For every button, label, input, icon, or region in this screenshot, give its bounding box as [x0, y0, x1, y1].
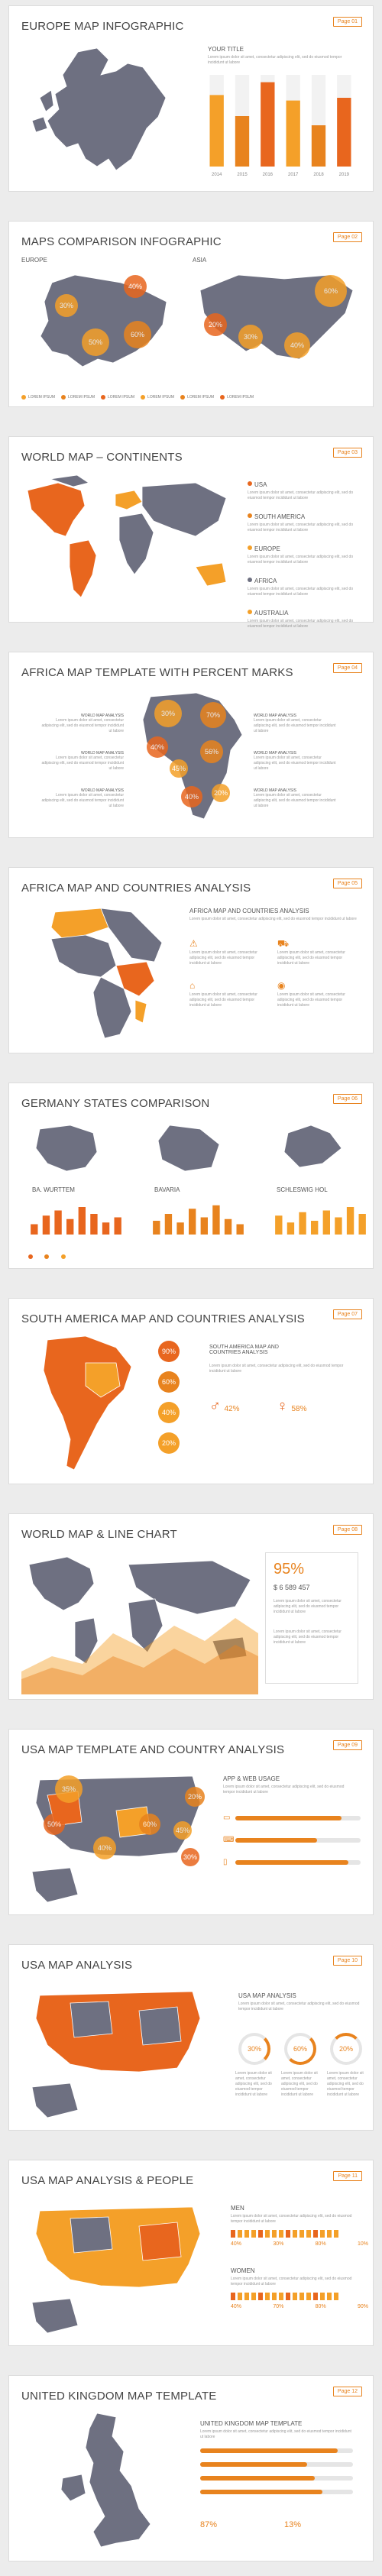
bar — [347, 1207, 354, 1235]
person-icon — [334, 2230, 338, 2238]
slide-title: AFRICA MAP AND COUNTRIES ANALYSIS — [21, 882, 251, 895]
person-icon — [313, 2293, 318, 2300]
page-tag: Page 02 — [333, 232, 362, 242]
slide-africa-countries — [9, 868, 373, 1053]
panel-title: UNITED KINGDOM MAP TEMPLATE — [200, 2420, 303, 2427]
bubble: 40% — [284, 332, 310, 358]
legend-item: LOREM IPSUM — [180, 395, 214, 400]
percent-ring: 20% — [330, 2033, 362, 2065]
bar — [102, 1222, 109, 1235]
bubble: 45% — [173, 1821, 192, 1840]
stat-a: 87% — [200, 2520, 218, 2529]
person-icon — [306, 2230, 311, 2238]
bar — [31, 1225, 37, 1235]
page-tag: Page 01 — [333, 17, 362, 27]
slide-title: AFRICA MAP TEMPLATE WITH PERCENT MARKS — [21, 666, 293, 679]
panel-title: USA MAP ANALYSIS — [238, 1992, 296, 1999]
legend — [21, 388, 365, 402]
person-icon — [258, 2230, 263, 2238]
bubble: 56% — [200, 740, 223, 763]
person-icon — [286, 2293, 290, 2300]
continents-list — [248, 477, 362, 629]
bar — [323, 1211, 330, 1235]
men-label: MEN — [231, 2205, 244, 2212]
legend-item: LOREM IPSUM — [141, 395, 174, 400]
legend-item: LOREM IPSUM — [61, 395, 95, 400]
laptop-icon: ⌨ — [223, 1836, 235, 1844]
usage-row — [223, 1814, 361, 1822]
africa-map — [40, 905, 177, 1046]
bubble: 60% — [124, 321, 151, 348]
grid-item: ⌂ Lorem ipsum dolor sit amet, consectetur adipiscing elit, sed do eiusmod tempor incididunt ut labore — [189, 980, 257, 1008]
bar — [337, 98, 351, 167]
person-icon — [320, 2230, 325, 2238]
page-tag: Page 11 — [333, 2171, 362, 2181]
slide-usa-country-analysis — [9, 1730, 373, 1914]
slide-world-continents — [9, 437, 373, 629]
bubble: 45% — [170, 759, 188, 778]
legend-item: LOREM IPSUM — [220, 395, 254, 400]
male-stat: ♂ 42% — [209, 1398, 240, 1415]
women-label: WOMEN — [231, 2267, 255, 2274]
bubble: 40% — [181, 786, 202, 807]
legend-dot — [180, 395, 185, 400]
bubble: 30% — [55, 294, 78, 317]
person-icon — [293, 2230, 297, 2238]
europe-map — [21, 267, 182, 374]
bubble: 50% — [44, 1814, 65, 1835]
usage-bars — [223, 1814, 361, 1866]
state-label: BAVARIA — [154, 1186, 180, 1193]
bubble: 40% — [124, 275, 147, 298]
south-america-map — [32, 1332, 139, 1477]
person-icon — [286, 2230, 290, 2238]
person-icon — [231, 2230, 235, 2238]
page-tag: Page 10 — [333, 1956, 362, 1966]
list-item: EUROPE Lorem ipsum dolor sit amet, consectetur adipiscing elit, sed do eiusmod tempor incididunt ut labore — [248, 545, 354, 565]
person-icon — [272, 2293, 277, 2300]
person-icon — [265, 2230, 270, 2238]
usage-row — [223, 1858, 361, 1866]
slide-title: UNITED KINGDOM MAP TEMPLATE — [21, 2390, 217, 2403]
bar — [311, 1221, 318, 1235]
page-tag: Page 05 — [333, 879, 362, 888]
page-tag: Page 09 — [333, 1740, 362, 1750]
legend-item: LOREM IPSUM — [21, 395, 55, 400]
person-icon — [306, 2293, 311, 2300]
slide-usa-analysis: USA MAP ANALYSIS Page 10 USA MAP ANALYSIS Lorem ipsum dolor sit amet, consectetur adipiscing elit, sed do eiusmod tempor incididunt ut labore 30% 60% 20% Lorem ipsum dolor sit amet, consectetur adipiscing elit, sed do eiusmod tempor incididunt ut labore Lorem ipsum dolor sit amet, consectetur adipiscing elit, sed do eiusmod tempor incididunt ut labore Lorem ipsum dolor sit amet, consectetur adipiscing elit, sed do eiusmod tempor incididunt ut labore — [9, 1945, 373, 2130]
legend-dot — [21, 395, 26, 400]
panel-title: APP & WEB USAGE — [223, 1775, 280, 1782]
slide-usa-people: USA MAP ANALYSIS & PEOPLE Page 11 MEN Lorem ipsum dolor sit amet, consectetur adipiscing elit, sed do eiusmod tempor incididunt ut labore 40% 30% 80% 10% WOMEN Lorem ipsum dolor sit amet, consectetur adipiscing elit, sed do eiusmod tempor incididunt ut labore 40% 70% 80% 90% — [9, 2160, 373, 2345]
person-icon — [238, 2230, 242, 2238]
person-icon — [244, 2293, 249, 2300]
bar — [312, 125, 325, 167]
page-tag: Page 08 — [333, 1525, 362, 1535]
europe-map — [24, 44, 177, 182]
state-label: BA. WURTTEM — [32, 1186, 75, 1193]
slide-title: EUROPE MAP INFOGRAPHIC — [21, 20, 184, 33]
left-labels: WORLD MAP ANALYSIS Lorem ipsum dolor sit amet, consectetur adipiscing elit, sed do eiusmod tempor incididunt ut labore WORLD MAP ANALYSIS Lorem ipsum dolor sit amet, consectetur adipiscing elit, sed do eiusmod tempor incididunt ut labore WORLD MAP ANALYSIS Lorem ipsum dolor sit amet, consectetur adipiscing elit, sed do eiusmod tempor incididunt ut labore — [41, 714, 124, 808]
usa-map — [24, 1980, 208, 2125]
person-icon — [251, 2293, 256, 2300]
page-tag: Page 03 — [333, 448, 362, 458]
bar — [66, 1219, 73, 1235]
slide-africa-percent — [9, 652, 373, 837]
person-icon — [272, 2230, 277, 2238]
bar — [212, 1205, 219, 1235]
percent-circle: 60% — [158, 1371, 180, 1393]
bubble: 40% — [93, 1837, 116, 1859]
desktop-icon: ▭ — [223, 1814, 231, 1822]
grid-item: ◉ Lorem ipsum dolor sit amet, consectetur adipiscing elit, sed do eiusmod tempor incididunt ut labore — [277, 980, 345, 1008]
state-map — [277, 1121, 345, 1175]
left-map-label: EUROPE — [21, 257, 47, 264]
panel-text: Lorem ipsum dolor sit amet, consectetur adipiscing elit, sed do eiusmod tempor incididunt ut labore — [223, 1785, 345, 1794]
bubble: 30% — [154, 700, 182, 727]
percent-circle: 90% — [158, 1341, 180, 1362]
slide-title: WORLD MAP & LINE CHART — [21, 1528, 177, 1541]
slide-world-line-chart — [9, 1514, 373, 1699]
slide-title: GERMANY STATES COMPARISON — [21, 1097, 210, 1110]
panel-text: Lorem ipsum dolor sit amet, consectetur adipiscing elit, sed do eiusmod tempor incididunt ut labore — [238, 2002, 360, 2011]
bar — [189, 1209, 196, 1235]
person-icon — [313, 2230, 318, 2238]
world-map — [21, 1549, 258, 1694]
bar-chart — [273, 1198, 368, 1236]
list-item: SOUTH AMERICA Lorem ipsum dolor sit amet, consectetur adipiscing elit, sed do eiusmod tempor incididunt ut labore — [248, 513, 354, 532]
big-percent: 95% — [274, 1561, 305, 1578]
male-icon: ♂ — [209, 1398, 221, 1415]
state-map — [32, 1121, 101, 1175]
usa-map — [24, 2196, 208, 2341]
bar — [299, 1212, 306, 1235]
stat-b: 13% — [284, 2520, 302, 2529]
bar — [90, 1214, 97, 1235]
slide-title: USA MAP ANALYSIS & PEOPLE — [21, 2174, 194, 2187]
bubble: 20% — [185, 1787, 205, 1807]
person-icon — [293, 2293, 297, 2300]
list-item: AFRICA Lorem ipsum dolor sit amet, consectetur adipiscing elit, sed do eiusmod tempor incididunt ut labore — [248, 578, 354, 597]
bar — [201, 1218, 208, 1235]
bar — [261, 83, 274, 167]
stat-box: 95% $ 6 589 457 Lorem ipsum dolor sit amet, consectetur adipiscing elit, sed do eiusmod tempor incididunt ut labore Lorem ipsum dolor sit amet, consectetur adipiscing elit, sed do eiusmod tempor incididunt ut labore — [265, 1552, 358, 1684]
bubble: 60% — [139, 1814, 160, 1835]
bar — [79, 1207, 86, 1235]
bubble: 20% — [204, 313, 227, 336]
world-map — [20, 475, 241, 613]
progress-bars — [200, 2448, 353, 2494]
bubble: 40% — [147, 736, 168, 758]
panel-text: Lorem ipsum dolor sit amet, consectetur adipiscing elit, sed do eiusmod tempor incididunt ut labore — [189, 917, 357, 921]
person-icon — [299, 2293, 304, 2300]
bar-chart — [204, 71, 357, 182]
right-map-label: ASIA — [193, 257, 207, 264]
men-percents: 40% 30% 80% 10% — [231, 2241, 368, 2247]
person-icon — [327, 2293, 332, 2300]
chart-title: YOUR TITLE — [208, 46, 244, 53]
female-stat: ♀ 58% — [277, 1398, 307, 1415]
bar — [275, 1215, 282, 1235]
chart-description: Lorem ipsum dolor sit amet, consectetur adipiscing elit, sed do eiusmod tempor incididunt ut labore — [208, 55, 342, 65]
list-item: AUSTRALIA Lorem ipsum dolor sit amet, consectetur adipiscing elit, sed do eiusmod tempor incididunt ut labore — [248, 610, 354, 629]
bar-chart — [28, 1198, 124, 1236]
slide-germany-states — [9, 1083, 373, 1268]
panel-title: AFRICA MAP AND COUNTRIES ANALYSIS — [189, 908, 309, 914]
bar — [359, 1214, 366, 1235]
state-map — [154, 1121, 223, 1175]
page-tag: Page 06 — [333, 1094, 362, 1104]
panel-text: Lorem ipsum dolor sit amet, consectetur adipiscing elit, sed do eiusmod tempor incididunt ut labore — [209, 1364, 344, 1374]
person-icon — [231, 2293, 235, 2300]
bar — [153, 1221, 160, 1235]
slide-europe-infographic — [9, 6, 373, 191]
men-icons — [231, 2228, 368, 2241]
state-label: SCHLESWIG HOL — [277, 1186, 328, 1193]
bar — [335, 1218, 342, 1235]
bar — [210, 95, 224, 167]
warning-icon: ⚠ — [189, 938, 198, 949]
bubble: 30% — [238, 325, 263, 349]
grid-item: ⛟ Lorem ipsum dolor sit amet, consectetur adipiscing elit, sed do eiusmod tempor incididunt ut labore — [277, 938, 345, 966]
percent-ring: 60% — [284, 2033, 316, 2065]
women-icons — [231, 2290, 368, 2304]
tick-label: 2017 — [287, 173, 299, 177]
big-value: $ 6 589 457 — [274, 1584, 310, 1591]
mobile-icon: ▯ — [223, 1858, 228, 1866]
person-icon — [265, 2293, 270, 2300]
car-icon: ⛟ — [277, 938, 290, 949]
page-tag: Page 12 — [333, 2387, 362, 2396]
page-tag: Page 04 — [333, 663, 362, 673]
tick-label: 2014 — [211, 173, 222, 177]
person-icon — [258, 2293, 263, 2300]
legend-item: LOREM IPSUM — [101, 395, 134, 400]
person-icon — [279, 2293, 283, 2300]
person-icon — [299, 2230, 304, 2238]
person-icon — [238, 2293, 242, 2300]
person-icon — [327, 2230, 332, 2238]
uk-map — [55, 2409, 162, 2558]
page-tag: Page 07 — [333, 1309, 362, 1319]
bar — [165, 1214, 172, 1235]
bar — [43, 1215, 50, 1235]
tick-label: 2018 — [313, 173, 324, 177]
bar — [235, 116, 249, 167]
bar — [176, 1222, 183, 1235]
person-icon — [334, 2293, 338, 2300]
panel-title: SOUTH AMERICA MAP AND COUNTRIES ANALYSIS — [209, 1345, 279, 1355]
usage-row — [223, 1836, 361, 1844]
female-icon: ♀ — [277, 1398, 288, 1415]
panel-text: Lorem ipsum dolor sit amet, consectetur adipiscing elit, sed do eiusmod tempor incididunt ut labore — [200, 2429, 351, 2439]
slide-south-america — [9, 1299, 373, 1484]
bubble: 70% — [200, 702, 226, 728]
bar-chart — [151, 1198, 246, 1236]
legend — [28, 1248, 364, 1261]
legend-dot — [220, 395, 225, 400]
legend-dot — [141, 395, 145, 400]
bubble: 20% — [212, 784, 230, 802]
person-icon — [244, 2230, 249, 2238]
bar — [225, 1219, 231, 1235]
women-percents: 40% 70% 80% 90% — [231, 2304, 368, 2309]
bar — [115, 1218, 121, 1235]
building-icon: ⌂ — [189, 980, 196, 991]
slide-title: MAPS COMPARISON INFOGRAPHIC — [21, 235, 222, 248]
percent-circle: 40% — [158, 1402, 180, 1423]
slide-uk-map — [9, 2376, 373, 2561]
tick-label: 2016 — [262, 173, 274, 177]
tick-label: 2019 — [338, 173, 350, 177]
location-icon: ◉ — [277, 980, 286, 991]
bubble: 50% — [82, 328, 109, 356]
bar — [286, 101, 300, 167]
bar — [237, 1225, 244, 1235]
percent-circle: 20% — [158, 1432, 180, 1454]
bar — [54, 1211, 61, 1235]
bar — [287, 1222, 294, 1235]
grid-item: ⚠ Lorem ipsum dolor sit amet, consectetur adipiscing elit, sed do eiusmod tempor incididunt ut labore — [189, 938, 257, 966]
slide-maps-comparison — [9, 222, 373, 406]
legend-dot — [101, 395, 105, 400]
slide-title: SOUTH AMERICA MAP AND COUNTRIES ANALYSIS — [21, 1312, 305, 1325]
right-labels: WORLD MAP ANALYSIS Lorem ipsum dolor sit amet, consectetur adipiscing elit, sed do eiusmod tempor incididunt ut labore WORLD MAP ANALYSIS Lorem ipsum dolor sit amet, consectetur adipiscing elit, sed do eiusmod tempor incididunt ut labore WORLD MAP ANALYSIS Lorem ipsum dolor sit amet, consectetur adipiscing elit, sed do eiusmod tempor incididunt ut labore — [254, 714, 336, 808]
legend-dot — [61, 395, 66, 400]
bubble: 30% — [181, 1848, 199, 1866]
person-icon — [320, 2293, 325, 2300]
slide-title: USA MAP ANALYSIS — [21, 1959, 133, 1972]
person-icon — [251, 2230, 256, 2238]
list-item: USA Lorem ipsum dolor sit amet, consectetur adipiscing elit, sed do eiusmod tempor incididunt ut labore — [248, 481, 354, 500]
bubble: 60% — [315, 275, 347, 307]
percent-ring: 30% — [238, 2033, 270, 2065]
bubble: 35% — [55, 1775, 83, 1803]
slide-title: WORLD MAP – CONTINENTS — [21, 451, 183, 464]
tick-label: 2015 — [237, 173, 248, 177]
slide-title: USA MAP TEMPLATE AND COUNTRY ANALYSIS — [21, 1743, 285, 1756]
person-icon — [279, 2230, 283, 2238]
